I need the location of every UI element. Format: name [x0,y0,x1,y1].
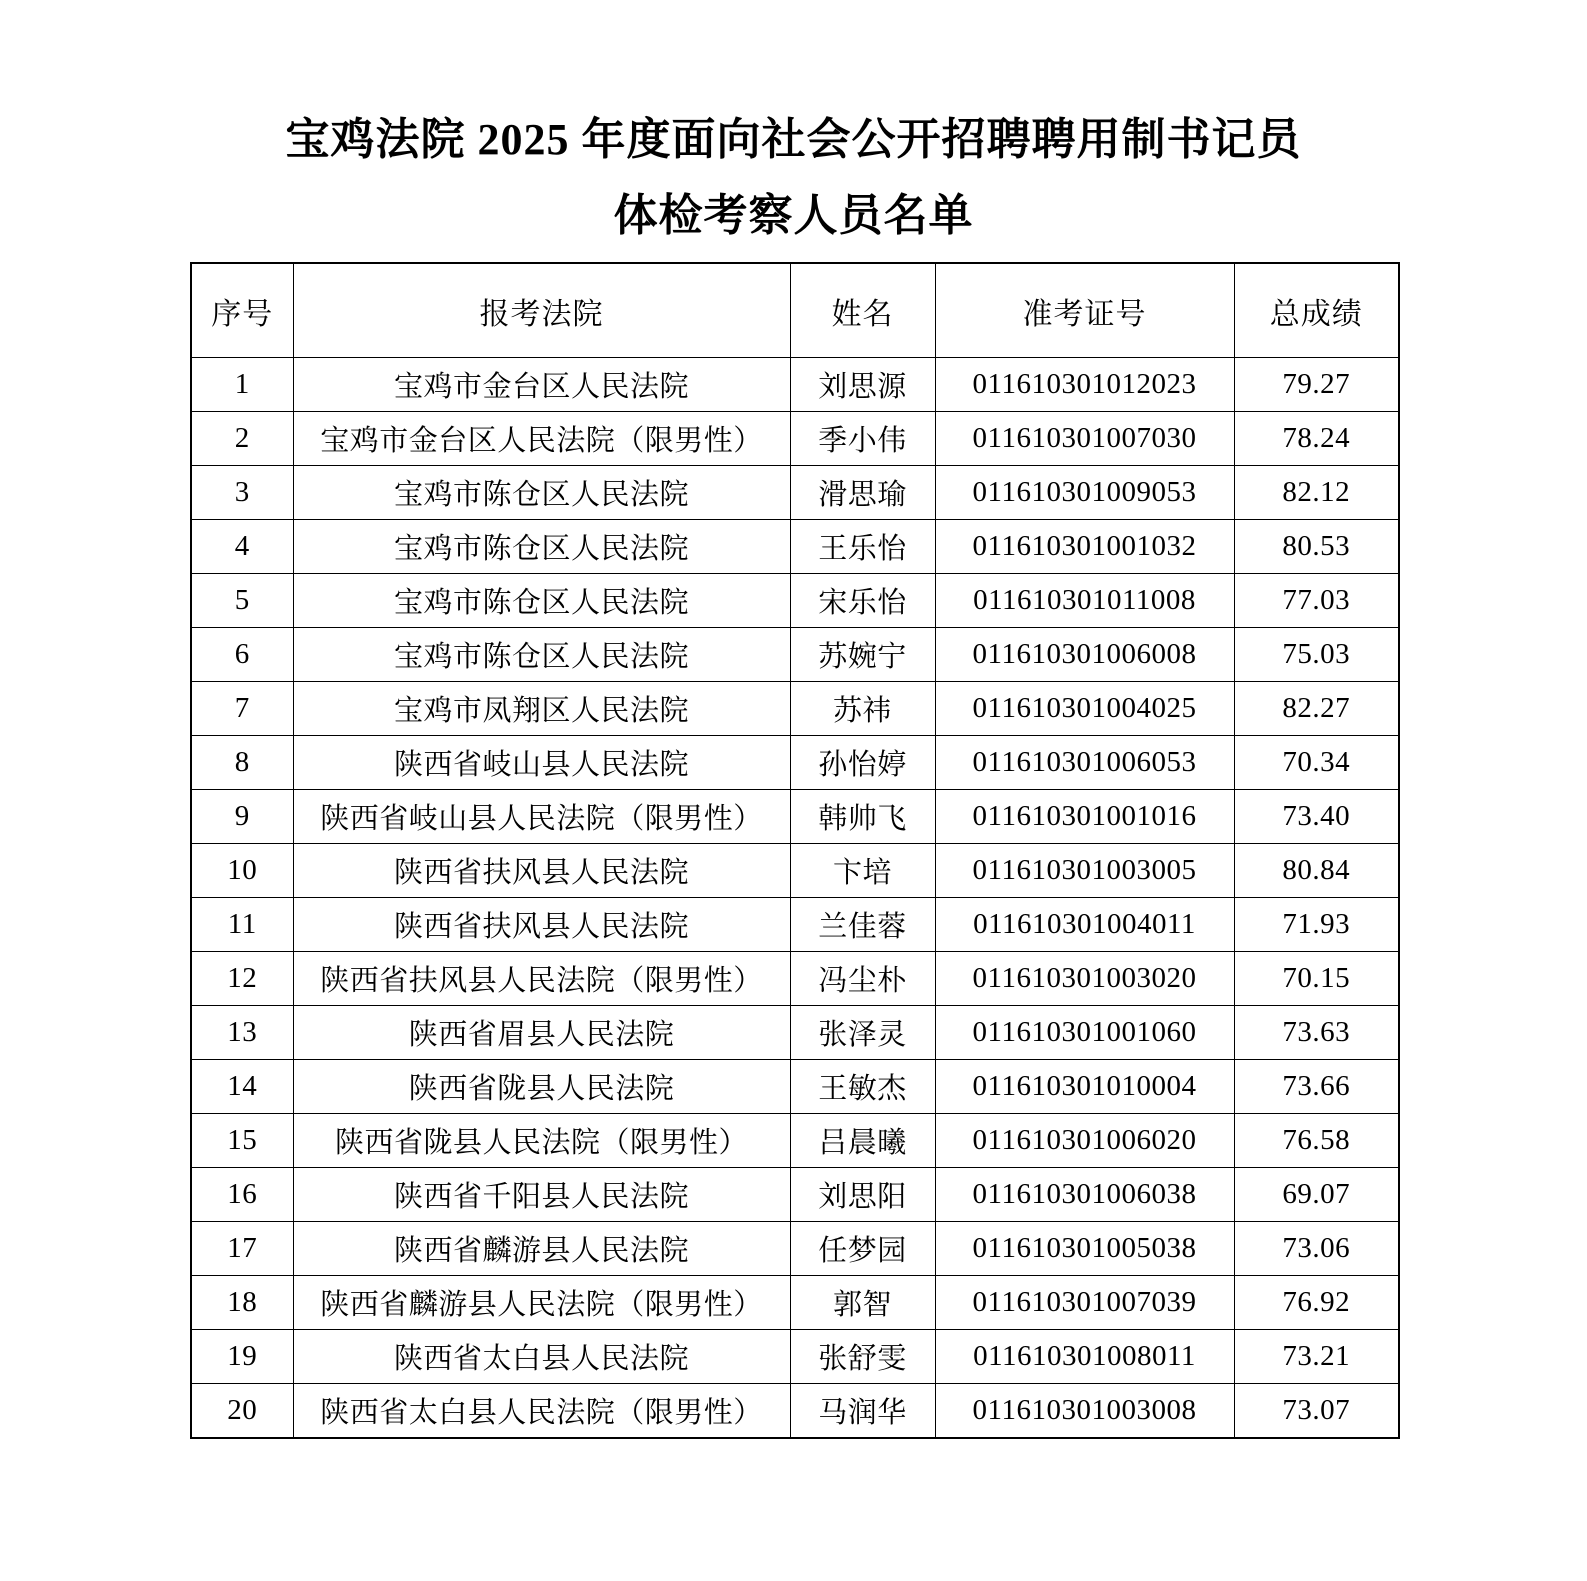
cell-court: 陕西省陇县人民法院（限男性） [293,1114,790,1168]
cell-no: 3 [191,466,293,520]
cell-no: 18 [191,1276,293,1330]
cell-score: 76.92 [1234,1276,1399,1330]
cell-no: 11 [191,898,293,952]
cell-court: 陕西省太白县人民法院（限男性） [293,1384,790,1439]
cell-court: 宝鸡市陈仓区人民法院 [293,628,790,682]
cell-court: 陕西省岐山县人民法院（限男性） [293,790,790,844]
cell-name: 卞培 [790,844,935,898]
header-score: 总成绩 [1234,263,1399,358]
table-row [191,952,1399,1006]
cell-name: 季小伟 [790,412,935,466]
header-court: 报考法院 [293,263,790,358]
cell-court: 陕西省岐山县人民法院 [293,736,790,790]
cell-no: 20 [191,1384,293,1439]
cell-no: 4 [191,520,293,574]
cell-ticket: 011610301003005 [935,844,1234,898]
table-row [191,520,1399,574]
cell-ticket: 011610301008011 [935,1330,1234,1384]
cell-court: 陕西省麟游县人民法院（限男性） [293,1276,790,1330]
cell-score: 73.66 [1234,1060,1399,1114]
cell-no: 6 [191,628,293,682]
cell-score: 79.27 [1234,358,1399,412]
cell-ticket: 011610301003020 [935,952,1234,1006]
cell-court: 宝鸡市金台区人民法院（限男性） [293,412,790,466]
header-name: 姓名 [790,263,935,358]
table-row [191,628,1399,682]
cell-ticket: 011610301006053 [935,736,1234,790]
cell-score: 73.63 [1234,1006,1399,1060]
cell-score: 69.07 [1234,1168,1399,1222]
cell-name: 王敏杰 [790,1060,935,1114]
cell-court: 陕西省太白县人民法院 [293,1330,790,1384]
cell-ticket: 011610301007030 [935,412,1234,466]
header-no: 序号 [191,263,293,358]
cell-no: 8 [191,736,293,790]
cell-name: 张泽灵 [790,1006,935,1060]
cell-court: 陕西省扶风县人民法院 [293,898,790,952]
cell-score: 70.15 [1234,952,1399,1006]
cell-court: 宝鸡市陈仓区人民法院 [293,574,790,628]
cell-court: 陕西省千阳县人民法院 [293,1168,790,1222]
cell-name: 刘思阳 [790,1168,935,1222]
cell-court: 陕西省陇县人民法院 [293,1060,790,1114]
cell-score: 71.93 [1234,898,1399,952]
cell-ticket: 011610301011008 [935,574,1234,628]
cell-no: 14 [191,1060,293,1114]
cell-name: 刘思源 [790,358,935,412]
table-row [191,736,1399,790]
table-row [191,1114,1399,1168]
table-row [191,574,1399,628]
cell-name: 滑思瑜 [790,466,935,520]
cell-score: 80.53 [1234,520,1399,574]
cell-no: 12 [191,952,293,1006]
cell-ticket: 011610301012023 [935,358,1234,412]
table-row [191,1006,1399,1060]
cell-court: 宝鸡市陈仓区人民法院 [293,466,790,520]
cell-no: 2 [191,412,293,466]
cell-ticket: 011610301006020 [935,1114,1234,1168]
cell-no: 9 [191,790,293,844]
title-line-1: 宝鸡法院 2025 年度面向社会公开招聘聘用制书记员 [285,115,1302,164]
cell-score: 73.06 [1234,1222,1399,1276]
header-ticket: 准考证号 [935,263,1234,358]
cell-name: 韩帅飞 [790,790,935,844]
cell-name: 宋乐怡 [790,574,935,628]
cell-court: 宝鸡市金台区人民法院 [293,358,790,412]
cell-no: 16 [191,1168,293,1222]
cell-no: 1 [191,358,293,412]
cell-name: 王乐怡 [790,520,935,574]
table-row [191,790,1399,844]
cell-court: 宝鸡市陈仓区人民法院 [293,520,790,574]
cell-score: 78.24 [1234,412,1399,466]
table-row [191,1168,1399,1222]
cell-court: 陕西省扶风县人民法院（限男性） [293,952,790,1006]
cell-ticket: 011610301004025 [935,682,1234,736]
cell-score: 73.40 [1234,790,1399,844]
table-row [191,682,1399,736]
cell-name: 苏婉宁 [790,628,935,682]
cell-score: 75.03 [1234,628,1399,682]
table-body [191,358,1399,1439]
cell-name: 孙怡婷 [790,736,935,790]
cell-no: 7 [191,682,293,736]
cell-score: 77.03 [1234,574,1399,628]
document-title [0,0,1587,254]
cell-no: 13 [191,1006,293,1060]
cell-ticket: 011610301005038 [935,1222,1234,1276]
table-row [191,844,1399,898]
cell-court: 陕西省眉县人民法院 [293,1006,790,1060]
cell-ticket: 011610301001060 [935,1006,1234,1060]
cell-no: 15 [191,1114,293,1168]
cell-no: 5 [191,574,293,628]
table-row [191,1060,1399,1114]
cell-name: 郭智 [790,1276,935,1330]
table-row [191,358,1399,412]
table-row [191,1384,1399,1439]
cell-score: 76.58 [1234,1114,1399,1168]
cell-name: 苏祎 [790,682,935,736]
cell-no: 17 [191,1222,293,1276]
cell-score: 73.07 [1234,1384,1399,1439]
cell-ticket: 011610301001032 [935,520,1234,574]
cell-court: 陕西省麟游县人民法院 [293,1222,790,1276]
cell-ticket: 011610301006008 [935,628,1234,682]
cell-ticket: 011610301004011 [935,898,1234,952]
table-row [191,1222,1399,1276]
cell-name: 任梦园 [790,1222,935,1276]
cell-name: 张舒雯 [790,1330,935,1384]
table-row [191,1330,1399,1384]
cell-ticket: 011610301001016 [935,790,1234,844]
cell-score: 70.34 [1234,736,1399,790]
cell-ticket: 011610301010004 [935,1060,1234,1114]
cell-name: 冯尘朴 [790,952,935,1006]
cell-score: 82.27 [1234,682,1399,736]
table-row [191,1276,1399,1330]
cell-name: 吕晨曦 [790,1114,935,1168]
table-row [191,466,1399,520]
cell-ticket: 011610301003008 [935,1384,1234,1439]
title-line-2: 体检考察人员名单 [613,191,974,240]
cell-ticket: 011610301009053 [935,466,1234,520]
cell-name: 兰佳蓉 [790,898,935,952]
table-header-row [191,263,1399,358]
candidate-table [190,262,1400,1439]
cell-score: 80.84 [1234,844,1399,898]
cell-ticket: 011610301006038 [935,1168,1234,1222]
cell-score: 82.12 [1234,466,1399,520]
cell-court: 宝鸡市凤翔区人民法院 [293,682,790,736]
cell-no: 19 [191,1330,293,1384]
table-row [191,412,1399,466]
table-row [191,898,1399,952]
cell-no: 10 [191,844,293,898]
cell-name: 马润华 [790,1384,935,1439]
cell-score: 73.21 [1234,1330,1399,1384]
cell-ticket: 011610301007039 [935,1276,1234,1330]
cell-court: 陕西省扶风县人民法院 [293,844,790,898]
